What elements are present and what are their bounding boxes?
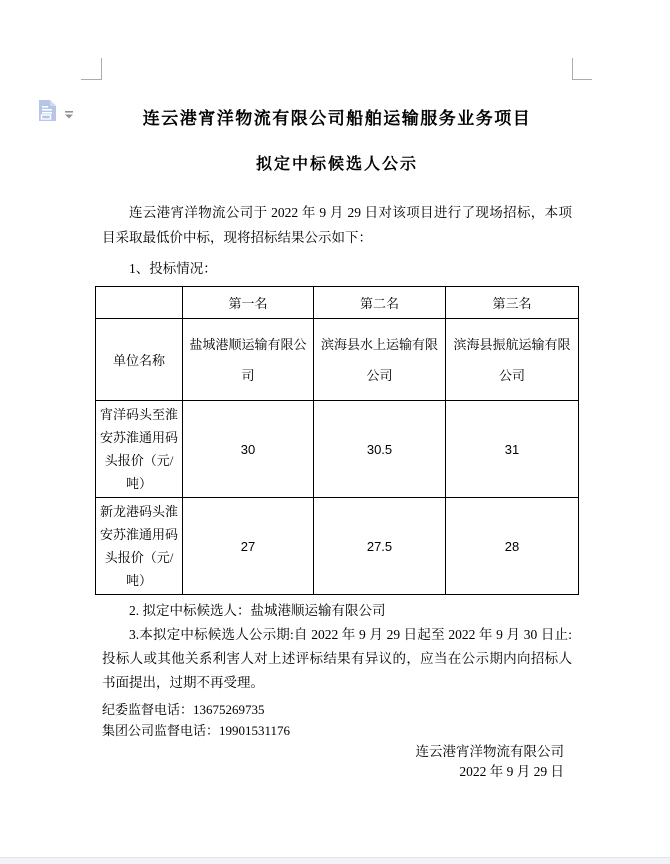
cell-price-2: 30.5 bbox=[314, 401, 446, 498]
cell-company-2: 滨海县水上运输有限公司 bbox=[314, 319, 446, 401]
signature-date: 2022 年 9 月 29 日 bbox=[459, 764, 564, 779]
item-candidate: 2. 拟定中标候选人：盐城港顺运输有限公司 bbox=[129, 603, 386, 618]
row-label-price-xiaoyang: 宵洋码头至淮安苏淮通用码头报价（元/吨） bbox=[96, 401, 183, 498]
chevron-down-icon bbox=[64, 106, 74, 124]
row-label-units: 单位名称 bbox=[96, 319, 183, 401]
phone-label: 纪委监督电话： bbox=[102, 702, 194, 717]
cell-price-5: 27.5 bbox=[314, 498, 446, 595]
section-heading-bids: 1、投标情况： bbox=[129, 261, 217, 276]
margin-crop-mark-top-left bbox=[81, 58, 102, 80]
cell-company-1: 盐城港顺运输有限公司 bbox=[183, 319, 314, 401]
phone-label: 集团公司监督电话： bbox=[102, 723, 220, 738]
table-header-row bbox=[96, 287, 579, 319]
row-label-price-xinlonggang: 新龙港码头淮安苏淮通用码头报价（元/吨） bbox=[96, 498, 183, 595]
header-cell-first: 第一名 bbox=[183, 287, 314, 319]
table-row-price-xiaoyang bbox=[96, 401, 579, 498]
signature-block bbox=[102, 742, 572, 782]
phone-number: 19901531176 bbox=[219, 723, 291, 738]
table-row-units bbox=[96, 319, 579, 401]
paste-options-button[interactable] bbox=[36, 98, 74, 128]
cell-price-4: 27 bbox=[183, 498, 314, 595]
cell-price-1: 30 bbox=[183, 401, 314, 498]
doc-title: 连云港宵洋物流有限公司船舶运输服务业务项目 bbox=[142, 109, 532, 128]
cell-price-3: 31 bbox=[446, 401, 579, 498]
header-cell-blank bbox=[96, 287, 183, 319]
bid-table bbox=[95, 286, 579, 595]
supervision-phone-group bbox=[102, 720, 572, 741]
cell-company-3: 滨海县振航运输有限公司 bbox=[446, 319, 579, 401]
margin-crop-mark-top-right bbox=[572, 58, 592, 80]
intro-paragraph: 连云港宵洋物流公司于 2022 年 9 月 29 日对该项目进行了现场招标，本项目采取最低价中标，现将招标结果公示如下： bbox=[102, 205, 572, 245]
phone-number: 13675269735 bbox=[193, 702, 265, 717]
paste-options-icon bbox=[36, 98, 58, 128]
item-publicity-period: 3.本拟定中标候选人公示期:自 2022 年 9 月 29 日起至 2022 年 9 月 30 日止:投标人或其他关系利害人对上述评标结果有异议的，应当在公示期内向招标人书面提出，过期不再受理。 bbox=[102, 627, 572, 690]
supervision-phone-jiwei bbox=[102, 699, 572, 720]
supervision-phones bbox=[102, 699, 572, 741]
cell-price-6: 28 bbox=[446, 498, 579, 595]
signature-company: 连云港宵洋物流有限公司 bbox=[415, 744, 564, 759]
header-cell-second: 第二名 bbox=[314, 287, 446, 319]
table-row-price-xinlonggang bbox=[96, 498, 579, 595]
document-content bbox=[102, 80, 572, 782]
doc-subtitle: 拟定中标候选人公示 bbox=[255, 156, 418, 173]
page-bottom-edge bbox=[0, 857, 670, 864]
header-cell-third: 第三名 bbox=[446, 287, 579, 319]
